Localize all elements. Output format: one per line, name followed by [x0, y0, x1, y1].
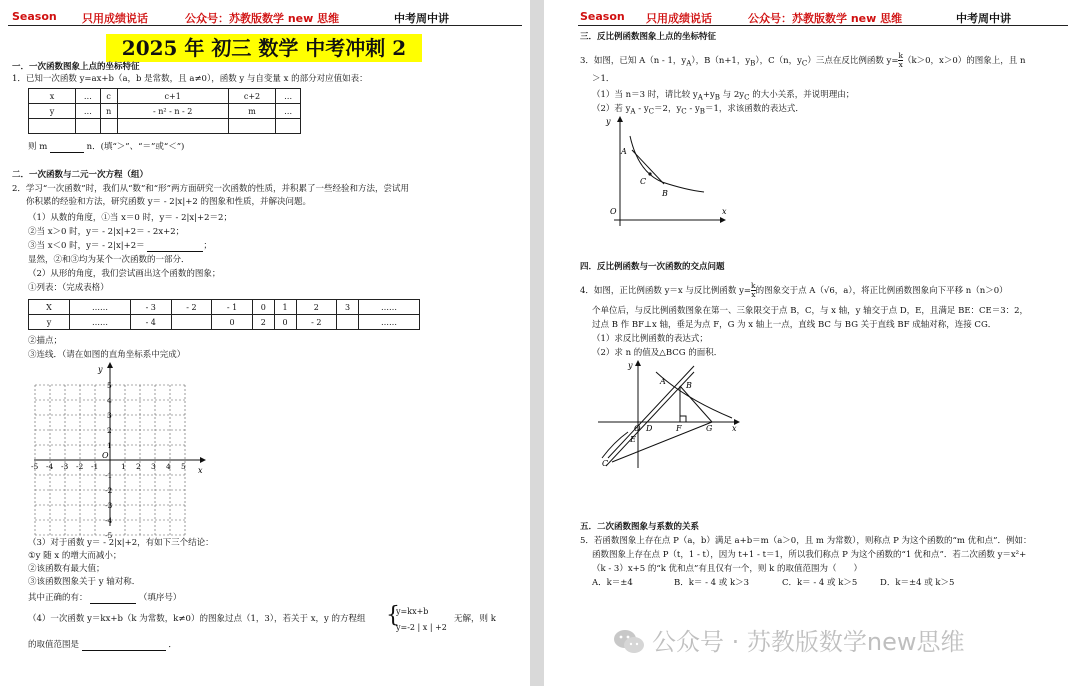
origin-label: O: [610, 207, 617, 216]
table-cell: n: [100, 104, 117, 119]
conclusion-2: ②该函数有最大值；: [28, 564, 105, 574]
origin-label: O: [102, 451, 109, 460]
point-c-label: C: [640, 177, 647, 186]
table-cell: y: [29, 104, 76, 119]
y-axis-arrow: [635, 360, 641, 366]
sub: B: [699, 106, 705, 116]
y-axis-arrow: [617, 116, 623, 122]
case-3-text: ③当 x＜0 时，y＝ - 2|x|+2＝: [28, 241, 145, 251]
conclusion-3: ③该函数图象关于 y 轴对称．: [28, 577, 141, 587]
section-4-heading: 四．反比例函数与一次函数的交点问题: [580, 262, 725, 272]
sub: A: [697, 92, 703, 102]
section-3-heading: 三．反比例函数图象上点的坐标特征: [580, 32, 717, 42]
header-account: 公众号：苏教版数学 new 思维: [748, 12, 903, 25]
table-cell-empty[interactable]: [171, 315, 212, 330]
x-axis-arrow: [200, 457, 206, 463]
conclusion-1: ①y 随 x 的增大而减小；: [28, 551, 122, 561]
question-2-part-4: （4）一次函数 y＝kx+b（k 为常数，k≠0）的图象过点（1，3），若关于 x，y 的方程组: [28, 614, 366, 624]
table-cell: m: [228, 104, 275, 119]
question-1-answer: [28, 142, 184, 153]
x-tick-label: -3: [61, 462, 69, 471]
table-cell: - 3: [130, 300, 171, 315]
y-tick-label: 5: [107, 381, 112, 390]
x-label: x: [732, 424, 737, 433]
option-a[interactable]: A．k＝±4: [592, 578, 633, 588]
header-slogan: 只用成绩说话: [646, 12, 712, 25]
table-cell: - 4: [130, 315, 171, 330]
question-2-line: 2．学习“一次函数”时，我们从“数”和“形”两方面研究一次函数的性质，并积累了一些经验和方法，尝试用: [12, 184, 409, 194]
equation-2: y=-2 | x | +2: [396, 623, 447, 632]
answer-prefix: 其中正确的有：: [28, 593, 88, 603]
right-page: [544, 0, 1080, 686]
question-2-line: （1）从数的角度，①当 x＝0 时，y＝ - 2|x|+2＝2；: [28, 213, 232, 223]
point-f-label: F: [676, 424, 682, 433]
answer-suffix: ．: [168, 640, 177, 650]
table-cell: …: [276, 104, 301, 119]
question-4-line: （1）求反比例函数的表达式；: [592, 334, 708, 344]
option-d[interactable]: D．k＝±4 或 k＞5: [880, 578, 955, 588]
x-tick-label: -1: [91, 462, 99, 471]
header-slogan: 只用成绩说话: [82, 12, 148, 25]
origin-label: O: [634, 424, 641, 433]
q3-part: 3．如图，已知 A（n - 1，y: [580, 56, 687, 66]
x-tick-label: -5: [31, 462, 39, 471]
y-axis-label: y: [98, 365, 103, 374]
table-cell: c: [100, 89, 117, 104]
p: ＝1，求该函数的表达式．: [704, 104, 804, 114]
y-tick-label: 3: [107, 411, 112, 420]
header-account: 公众号：苏教版数学 new 思维: [185, 12, 340, 25]
table-cell: [117, 119, 228, 134]
sub-a: A: [686, 58, 692, 68]
answer-blank[interactable]: [50, 152, 84, 153]
p: +y: [702, 90, 715, 100]
p: 的大小关系，并说明理由；: [749, 90, 855, 100]
table-cell: 2: [296, 300, 337, 315]
draw-step: ②描点；: [28, 336, 63, 346]
table-cell: ……: [358, 300, 419, 315]
table-cell: [29, 119, 76, 134]
answer-blank[interactable]: [82, 650, 166, 651]
frac-den: x: [898, 60, 903, 69]
left-page: [0, 0, 530, 686]
question-2-line: （2）从形的角度，我们尝试画出这个函数的图象；: [28, 269, 221, 279]
table-cell: 0: [274, 315, 296, 330]
table-cell: - n² - n - 2: [117, 104, 228, 119]
table-cell: 2: [252, 315, 274, 330]
q3-part: ），B（n+1，y: [691, 56, 751, 66]
table-cell: 3: [337, 300, 359, 315]
question-2-line: ①列表：（完成表格）: [28, 283, 109, 293]
p: 的图象交于点 A（√6，a），将正比例函数图象向下平移 n（n＞0）: [755, 286, 1008, 296]
right-angle-mark: [680, 416, 686, 422]
q3-part: （k＞0，x＞0）的图象上，且 n: [903, 56, 1026, 66]
x-tick-label: 4: [166, 462, 171, 471]
point-a-label: A: [621, 147, 627, 156]
question-4-line: （2）求 n 的值及△BCG 的面积．: [592, 348, 723, 358]
wechat-icon: [612, 628, 646, 656]
question-1-table: [28, 88, 301, 134]
line-y-equals-x: [608, 366, 694, 458]
table-cell: - 2: [296, 315, 337, 330]
answer-suffix: （填序号）: [138, 593, 182, 603]
answer-prefix: 的取值范围是: [28, 640, 80, 650]
shifted-line-bc: [606, 372, 694, 466]
x-tick-labels: [31, 462, 186, 471]
question-4-line: 过点 B 作 BF⊥x 轴，垂足为点 F，G 为 x 轴上一点，直线 BC 与 BG 关于直线 BF 成轴对称，连接 CG．: [592, 320, 997, 330]
question-3-text: [580, 52, 1025, 69]
frac-den: x: [751, 290, 756, 299]
p: 与 2y: [719, 90, 745, 100]
x-tick-label: 1: [121, 462, 126, 471]
section-2-heading: 二．一次函数与二元一次方程（组）: [12, 170, 149, 180]
p: 4．如图，正比例函数 y＝x 与反比例函数 y=: [580, 286, 752, 296]
question-5-line: 函数图象上存在点 P（t，1 - t），因为 t+1 - t＝1，所以我们称点 P 为这个函数的“1 优和点”．若二次函数 y＝x²+: [592, 550, 1027, 560]
x-axis-arrow: [720, 217, 726, 223]
table-cell: [276, 119, 301, 134]
section-5-heading: 五．二次函数图象与系数的关系: [580, 522, 700, 532]
question-2-line: 你积累的经验和方法，研究函数 y＝ - 2|x|+2 的图象和性质，并解决问题。: [26, 197, 311, 207]
y-tick-label: -2: [105, 486, 113, 495]
table-cell: 0: [212, 315, 253, 330]
sub: C: [681, 106, 687, 116]
line-bg: [680, 386, 712, 422]
table-cell: - 1: [212, 300, 253, 315]
table-cell: c+1: [117, 89, 228, 104]
question-5-line: （k - 3）x+5 的“k 优和点”有且仅有一个，则 k 的取值范围为（ ）: [592, 564, 862, 574]
question-2-line: ③当 x＜0 时，y＝ - 2|x|+2＝ ；: [28, 241, 212, 251]
q3-part: ）三点在反比例函数 y=: [807, 56, 899, 66]
question-3-part-1: [592, 90, 854, 103]
question-2-part-4-answer: [28, 640, 177, 651]
y-tick-label: -3: [105, 501, 113, 510]
point-d-label: D: [646, 424, 653, 433]
x-tick-label: 2: [136, 462, 141, 471]
question-5-line: 5．若函数图象上存在点 P（a，b）满足 a+b＝m（a＞0，且 m 为常数），则称点 P 为这个函数的“m 优和点”．例如：: [580, 536, 1032, 546]
sub: C: [744, 92, 750, 102]
x-tick-label: -2: [76, 462, 84, 471]
table-cell: X: [29, 300, 70, 315]
question-2-part-3-answer: [28, 593, 181, 604]
answer-prefix: 则 m: [28, 142, 48, 152]
watermark-text: 公众号 · 苏教版数学new思维: [652, 628, 965, 656]
table-cell: c+2: [228, 89, 275, 104]
p: （2）若 y: [592, 104, 631, 114]
table-cell-empty[interactable]: [337, 315, 359, 330]
header-season: Season: [12, 10, 57, 23]
header-rule: [8, 25, 522, 26]
coordinate-grid: [28, 360, 208, 540]
page-title: 2025 年 初三 数学 中考冲刺 2: [106, 34, 422, 62]
y-label: y: [628, 361, 633, 370]
question-2-part-3: （3）对于函数 y＝ - 2|x|+2，有如下三个结论：: [28, 538, 214, 548]
header-rule: [578, 25, 1068, 26]
header-course: 中考周中讲: [956, 12, 1011, 25]
option-c[interactable]: C．k＝ - 4 或 k＞5: [782, 578, 858, 588]
table-cell: ……: [70, 315, 131, 330]
x-tick-label: -4: [46, 462, 54, 471]
p: （1）当 n＝3 时，请比较 y: [592, 90, 698, 100]
sub-b: B: [750, 58, 756, 68]
y-tick-label: 4: [107, 396, 112, 405]
sub: C: [648, 106, 655, 116]
question-2-line: ②当 x＞0 时，y＝ - 2|x|+2＝ - 2x+2；: [28, 227, 185, 237]
hyperbola-branch-2: [602, 432, 628, 458]
y-axis-arrow: [107, 362, 113, 368]
y-tick-label: 2: [107, 426, 112, 435]
table-cell: y: [29, 315, 70, 330]
table-cell: [228, 119, 275, 134]
x-axis-label: x: [198, 466, 203, 475]
header-course: 中考周中讲: [394, 12, 449, 25]
table-cell: ……: [70, 300, 131, 315]
question-2-part-4-cont: 无解，则 k: [454, 614, 496, 624]
table-cell: …: [76, 104, 101, 119]
table-cell: x: [29, 89, 76, 104]
sub: B: [714, 92, 720, 102]
system-brace: {: [386, 603, 400, 628]
chord-ab: [632, 150, 664, 184]
p: ＝2，y: [654, 104, 682, 114]
answer-suffix: n．(填“＞”、“＝”或“＜”): [86, 142, 185, 152]
question-4-text: [580, 282, 1008, 299]
question-2-line: 显然，②和③均为某个一次函数的一部分．: [28, 255, 190, 265]
point-b-label: B: [662, 189, 668, 198]
table-cell: 0: [252, 300, 274, 315]
question-4-line: 个单位后，与反比例函数图象在第一、三象限交于点 B，C，与 x 轴，y 轴交于点 D，E，且满足 BE：CE＝3：2，: [592, 306, 1029, 316]
y-tick-label: -4: [105, 516, 113, 525]
option-b[interactable]: B．k＝ - 4 或 k＞3: [674, 578, 750, 588]
x-label: x: [722, 207, 727, 216]
point-c-label: C: [602, 459, 609, 468]
question-3-figure: [600, 112, 730, 230]
y-label: y: [606, 117, 611, 126]
sub: A: [630, 106, 636, 116]
x-tick-label: 5: [181, 462, 186, 471]
p: - y: [686, 104, 700, 114]
table-cell: 1: [274, 300, 296, 315]
equation-1: y=kx+b: [396, 607, 429, 616]
table-cell: …: [276, 89, 301, 104]
answer-blank[interactable]: [90, 603, 136, 604]
table-cell: - 2: [171, 300, 212, 315]
section-1-heading: 一．一次函数图象上点的坐标特征: [12, 62, 140, 72]
q3-part: ），C（n，y: [755, 56, 802, 66]
question-2-table: [28, 299, 420, 330]
case-3-blank[interactable]: [147, 251, 203, 252]
draw-step: ③连线．（请在如图的直角坐标系中完成）: [28, 350, 186, 360]
table-cell: [76, 119, 101, 134]
frac-num: k: [751, 281, 756, 290]
question-4-figure: [594, 358, 744, 470]
table-cell: ……: [358, 315, 419, 330]
y-tick-label: -1: [105, 471, 113, 480]
y-tick-label: 1: [107, 441, 112, 450]
point-g-label: G: [706, 424, 713, 433]
segment-cg: [612, 422, 712, 462]
y-tick-label: -5: [105, 531, 113, 540]
x-tick-label: 3: [151, 462, 156, 471]
point-e-label: E: [630, 435, 636, 444]
frac-num: k: [898, 51, 903, 60]
p: - y: [635, 104, 649, 114]
point-c: [648, 172, 651, 175]
sub-c: C: [801, 58, 808, 68]
point-b-label: B: [686, 381, 692, 390]
table-cell: [100, 119, 117, 134]
table-cell: …: [76, 89, 101, 104]
question-1-text: 1．已知一次函数 y=ax+b（a，b 是常数，且 a≠0），函数 y 与自变量 x 的部分对应值如表：: [12, 74, 368, 84]
question-3-cont: ＞1．: [592, 74, 615, 84]
point-a-label: A: [660, 377, 666, 386]
header-season: Season: [580, 10, 625, 23]
